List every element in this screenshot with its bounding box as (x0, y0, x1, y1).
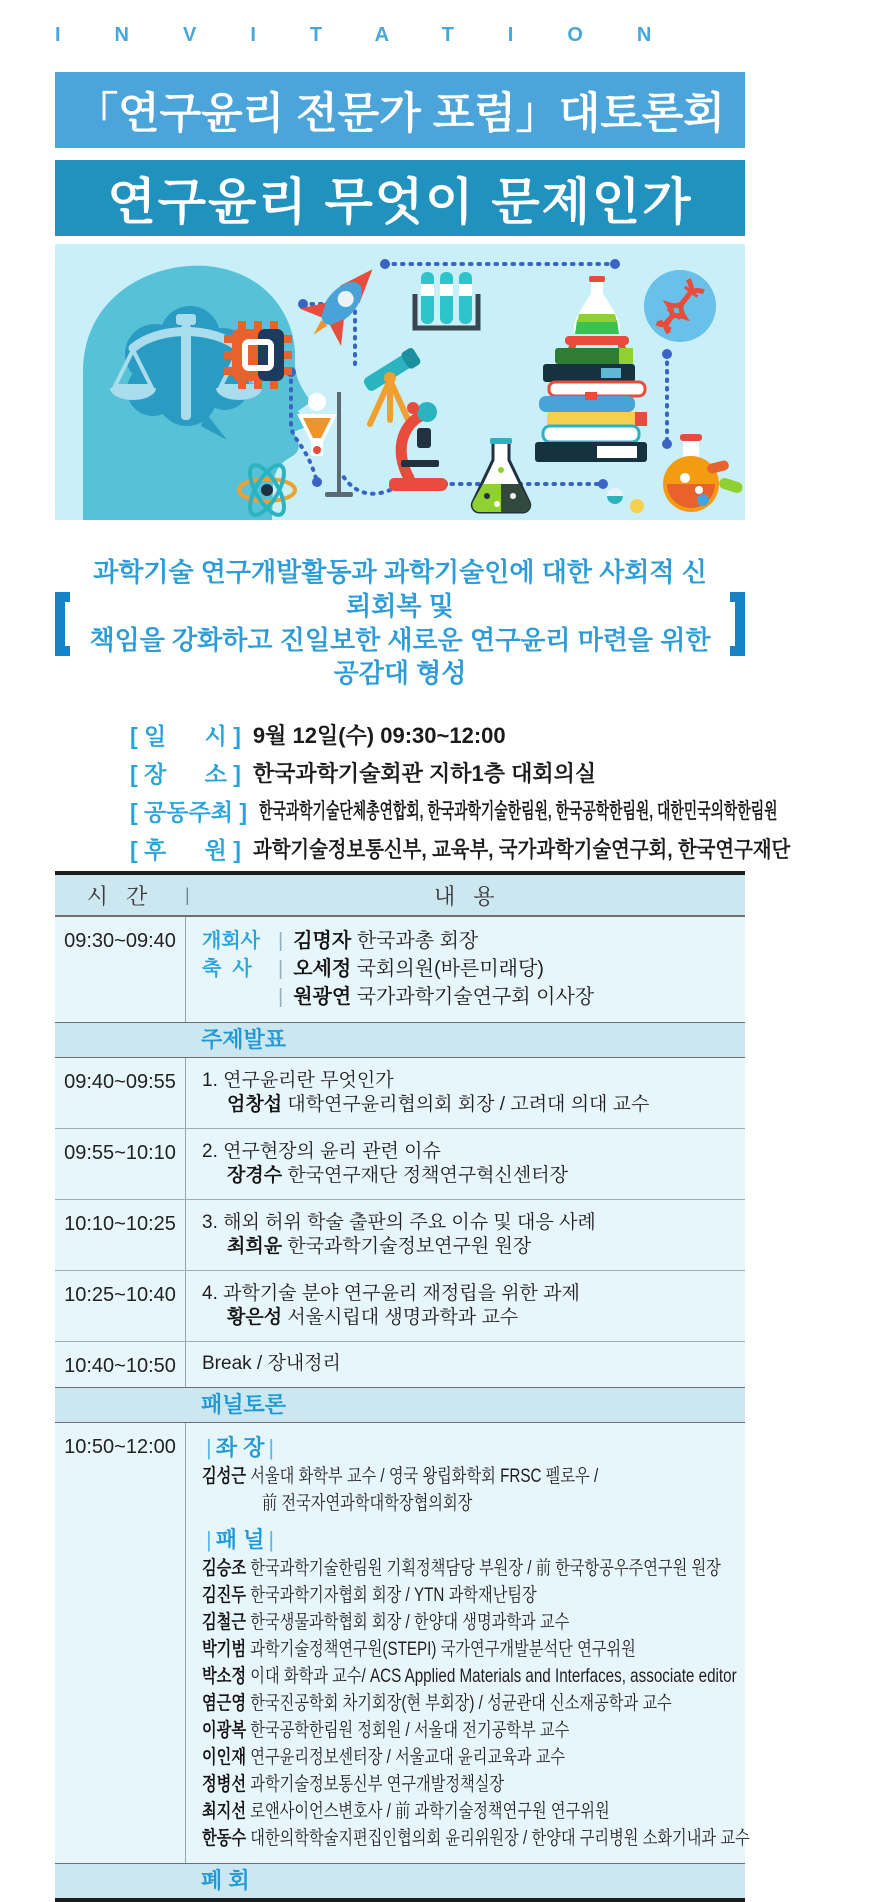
panelist-line (202, 1690, 887, 1717)
test-tubes-icon (415, 272, 478, 328)
speaker-title: 대학연구윤리협의회 회장 / 고려대 의대 교수 (287, 1094, 650, 1116)
panelist-title: 한국진공학회 차기회장(현 부회장) / 성균관대 신소재공학과 교수 (250, 1693, 672, 1715)
time-slot: 09:30~09:40 (64, 930, 176, 953)
opening-cell (185, 917, 745, 1022)
speaker-title: 한국과총 회장 (356, 930, 479, 953)
panelist-line (202, 1717, 887, 1744)
speaker-title: 한국연구재단 정책연구혁신센터장 (287, 1165, 568, 1187)
panelist-title: 한국과학기술한림원 기획정책담당 부원장 / 前 한국항공우주연구원 원장 (250, 1558, 721, 1580)
main-title-banner (55, 160, 745, 236)
tagline-line1: 과학기술 연구개발활동과 과학기술인에 대한 사회적 신뢰회복 및 (93, 557, 707, 621)
panelist-line (202, 1582, 887, 1609)
panelist-line (202, 1636, 887, 1663)
speaker-title: 한국과학기술정보연구원 원장 (287, 1236, 532, 1258)
time-slot: 10:40~10:50 (64, 1355, 176, 1378)
right-bracket-icon (730, 592, 745, 656)
speaker-name: 원광연 (293, 986, 352, 1009)
panelist-title: 한국생물과학협회 회장 / 한양대 생명과학과 교수 (250, 1612, 570, 1634)
speaker-name: 김명자 (293, 930, 352, 953)
speaker-title: 국가과학기술연구회 이사장 (356, 986, 595, 1009)
time-column-header: 시 간 (86, 883, 154, 909)
panel-label: | 패 널 | (206, 1527, 275, 1553)
panelist-title: 과학기술정보통신부 연구개발정책실장 (250, 1774, 505, 1796)
table-row-opening (55, 917, 745, 1023)
schedule-table (55, 871, 750, 1902)
section-band-closing: 폐 회 (55, 1863, 745, 1898)
detail-value: 9월 12일(수) 09:30~12:00 (252, 722, 506, 748)
detail-row-hosts (130, 795, 778, 825)
time-slot: 10:50~12:00 (64, 1436, 176, 1459)
talk-title: 3. 해외 허위 학술 출판의 주요 이슈 및 대응 사례 (202, 1212, 596, 1234)
detail-value: 한국과학기술회관 지하1층 대회의실 (252, 760, 597, 786)
break-label: Break / 장내정리 (202, 1353, 341, 1375)
time-slot: 09:40~09:55 (64, 1071, 176, 1094)
panelist-line (202, 1798, 887, 1825)
schedule-table-header (55, 875, 745, 917)
panelist-name: 박소정 (202, 1666, 247, 1688)
panelist-title: 로앤사이언스변호사 / 前 과학기술정책연구원 연구위원 (250, 1801, 610, 1823)
panelist-title: 과학기술정책연구원(STEPI) 국가연구개발분석단 연구위원 (250, 1639, 636, 1661)
panelist-name: 박기범 (202, 1639, 247, 1661)
panelist-line (202, 1555, 887, 1582)
panelist-name: 김승조 (202, 1558, 247, 1580)
detail-value: 과학기술정보통신부, 교육부, 국가과학기술연구회, 한국연구재단 (252, 836, 791, 862)
table-row-panel (55, 1423, 750, 1864)
time-slot: 10:10~10:25 (64, 1213, 176, 1236)
panelist-line (202, 1609, 887, 1636)
panelist-name: 한동수 (202, 1828, 247, 1850)
panelist-name: 이인재 (202, 1747, 247, 1769)
panelist-title: 한국과학기자협회 회장 / YTN 과학재난팀장 (250, 1585, 537, 1607)
panelist-name: 김진두 (202, 1585, 247, 1607)
talk-title: 2. 연구현장의 윤리 관련 이슈 (202, 1141, 441, 1163)
chair-title: 서울대 화학부 교수 / 영국 왕립화학회 FRSC 펠로우 / (250, 1466, 599, 1488)
table-row-talk (55, 1129, 745, 1200)
invitation-label: INVITATION (55, 24, 706, 46)
opening-line: | 원광연 국가과학기술연구회 이사장 (202, 983, 745, 1011)
time-slot: 09:55~10:10 (64, 1142, 176, 1165)
speaker-name: 장경수 (227, 1165, 283, 1187)
talk-title: 1. 연구윤리란 무엇인가 (202, 1070, 394, 1092)
speaker-name: 황은성 (227, 1307, 283, 1329)
detail-value: 한국과학기술단체총연합회, 한국과학기술한림원, 한국공학한림원, 대한민국의학한림원 (259, 800, 778, 824)
panelist-title: 대한의학학술지편집인협의회 윤리위원장 / 한양대 구리병원 소화기내과 교수 (250, 1828, 750, 1850)
science-illustration (55, 244, 745, 520)
invitation-poster (0, 24, 800, 1894)
forum-title: 「연구윤리 전문가 포럼」대토론회 (75, 89, 725, 138)
tagline-text (86, 556, 714, 691)
books-stack-icon (535, 348, 647, 462)
time-slot: 10:25~10:40 (64, 1284, 176, 1307)
detail-row-date (130, 719, 745, 749)
chair-name: 김성근 (202, 1466, 247, 1488)
detail-label: [ 후 원 ] (130, 836, 241, 863)
forum-title-banner (55, 72, 745, 148)
dna-icon (644, 270, 716, 342)
panelist-line (202, 1663, 887, 1690)
panelist-name: 염근영 (202, 1693, 247, 1715)
chair-title-line2: 前 전국자연과학대학장협의회장 (262, 1493, 473, 1515)
panelist-title: 연구윤리정보센터장 / 서울교대 윤리교육과 교수 (250, 1747, 566, 1769)
detail-label: [ 공동주최 ] (130, 798, 247, 825)
speaker-name: 엄창섭 (227, 1094, 283, 1116)
speaker-name: 오세정 (293, 958, 352, 981)
panelist-name: 정병선 (202, 1774, 247, 1796)
header-divider: | (185, 884, 190, 905)
table-row-talk (55, 1058, 745, 1129)
event-details (130, 719, 791, 863)
table-row-talk (55, 1271, 745, 1342)
panelist-line (202, 1771, 887, 1798)
panelist-title: 이대 화학과 교수/ ACS Applied Materials and Interfaces, associate editor (250, 1666, 737, 1688)
speaker-name: 최희윤 (227, 1236, 283, 1258)
panelist-line (202, 1744, 887, 1771)
talk-title: 4. 과학기술 분야 연구윤리 재정립을 위한 과제 (202, 1283, 580, 1305)
opening-line: 축 사 | 오세정 국회의원(바른미래당) (202, 955, 745, 983)
main-title: 연구윤리 무엇이 문제인가 (107, 174, 693, 230)
speaker-title: 국회의원(바른미래당) (356, 958, 544, 981)
tagline-line2: 책임을 강화하고 진일보한 새로운 연구윤리 마련을 위한 공감대 형성 (89, 624, 711, 689)
section-band-presentations: 주제발표 (55, 1022, 745, 1058)
table-row-talk (55, 1200, 745, 1271)
detail-row-sponsors (130, 833, 791, 863)
detail-row-venue (130, 757, 745, 787)
microchip-icon (224, 321, 292, 389)
panelist-name: 이광복 (202, 1720, 247, 1742)
panelist-name: 최지선 (202, 1801, 247, 1823)
opening-line: 개회사 | 김명자 한국과총 회장 (202, 927, 745, 955)
chair-label: | 좌 장 | (206, 1435, 275, 1461)
speaker-title: 서울시립대 생명과학과 교수 (287, 1307, 519, 1329)
tagline (55, 556, 745, 691)
content-column-header: 내 용 (434, 883, 501, 909)
table-row-break (55, 1342, 745, 1388)
detail-label: [ 일 시 ] (130, 722, 241, 749)
panelist-line (202, 1825, 887, 1852)
panelist-title: 한국공학한림원 정회원 / 서울대 전기공학부 교수 (250, 1720, 570, 1742)
left-bracket-icon (55, 592, 70, 656)
panelist-name: 김철근 (202, 1612, 247, 1634)
section-band-panel: 패널토론 (55, 1387, 745, 1423)
detail-label: [ 장 소 ] (130, 760, 241, 787)
